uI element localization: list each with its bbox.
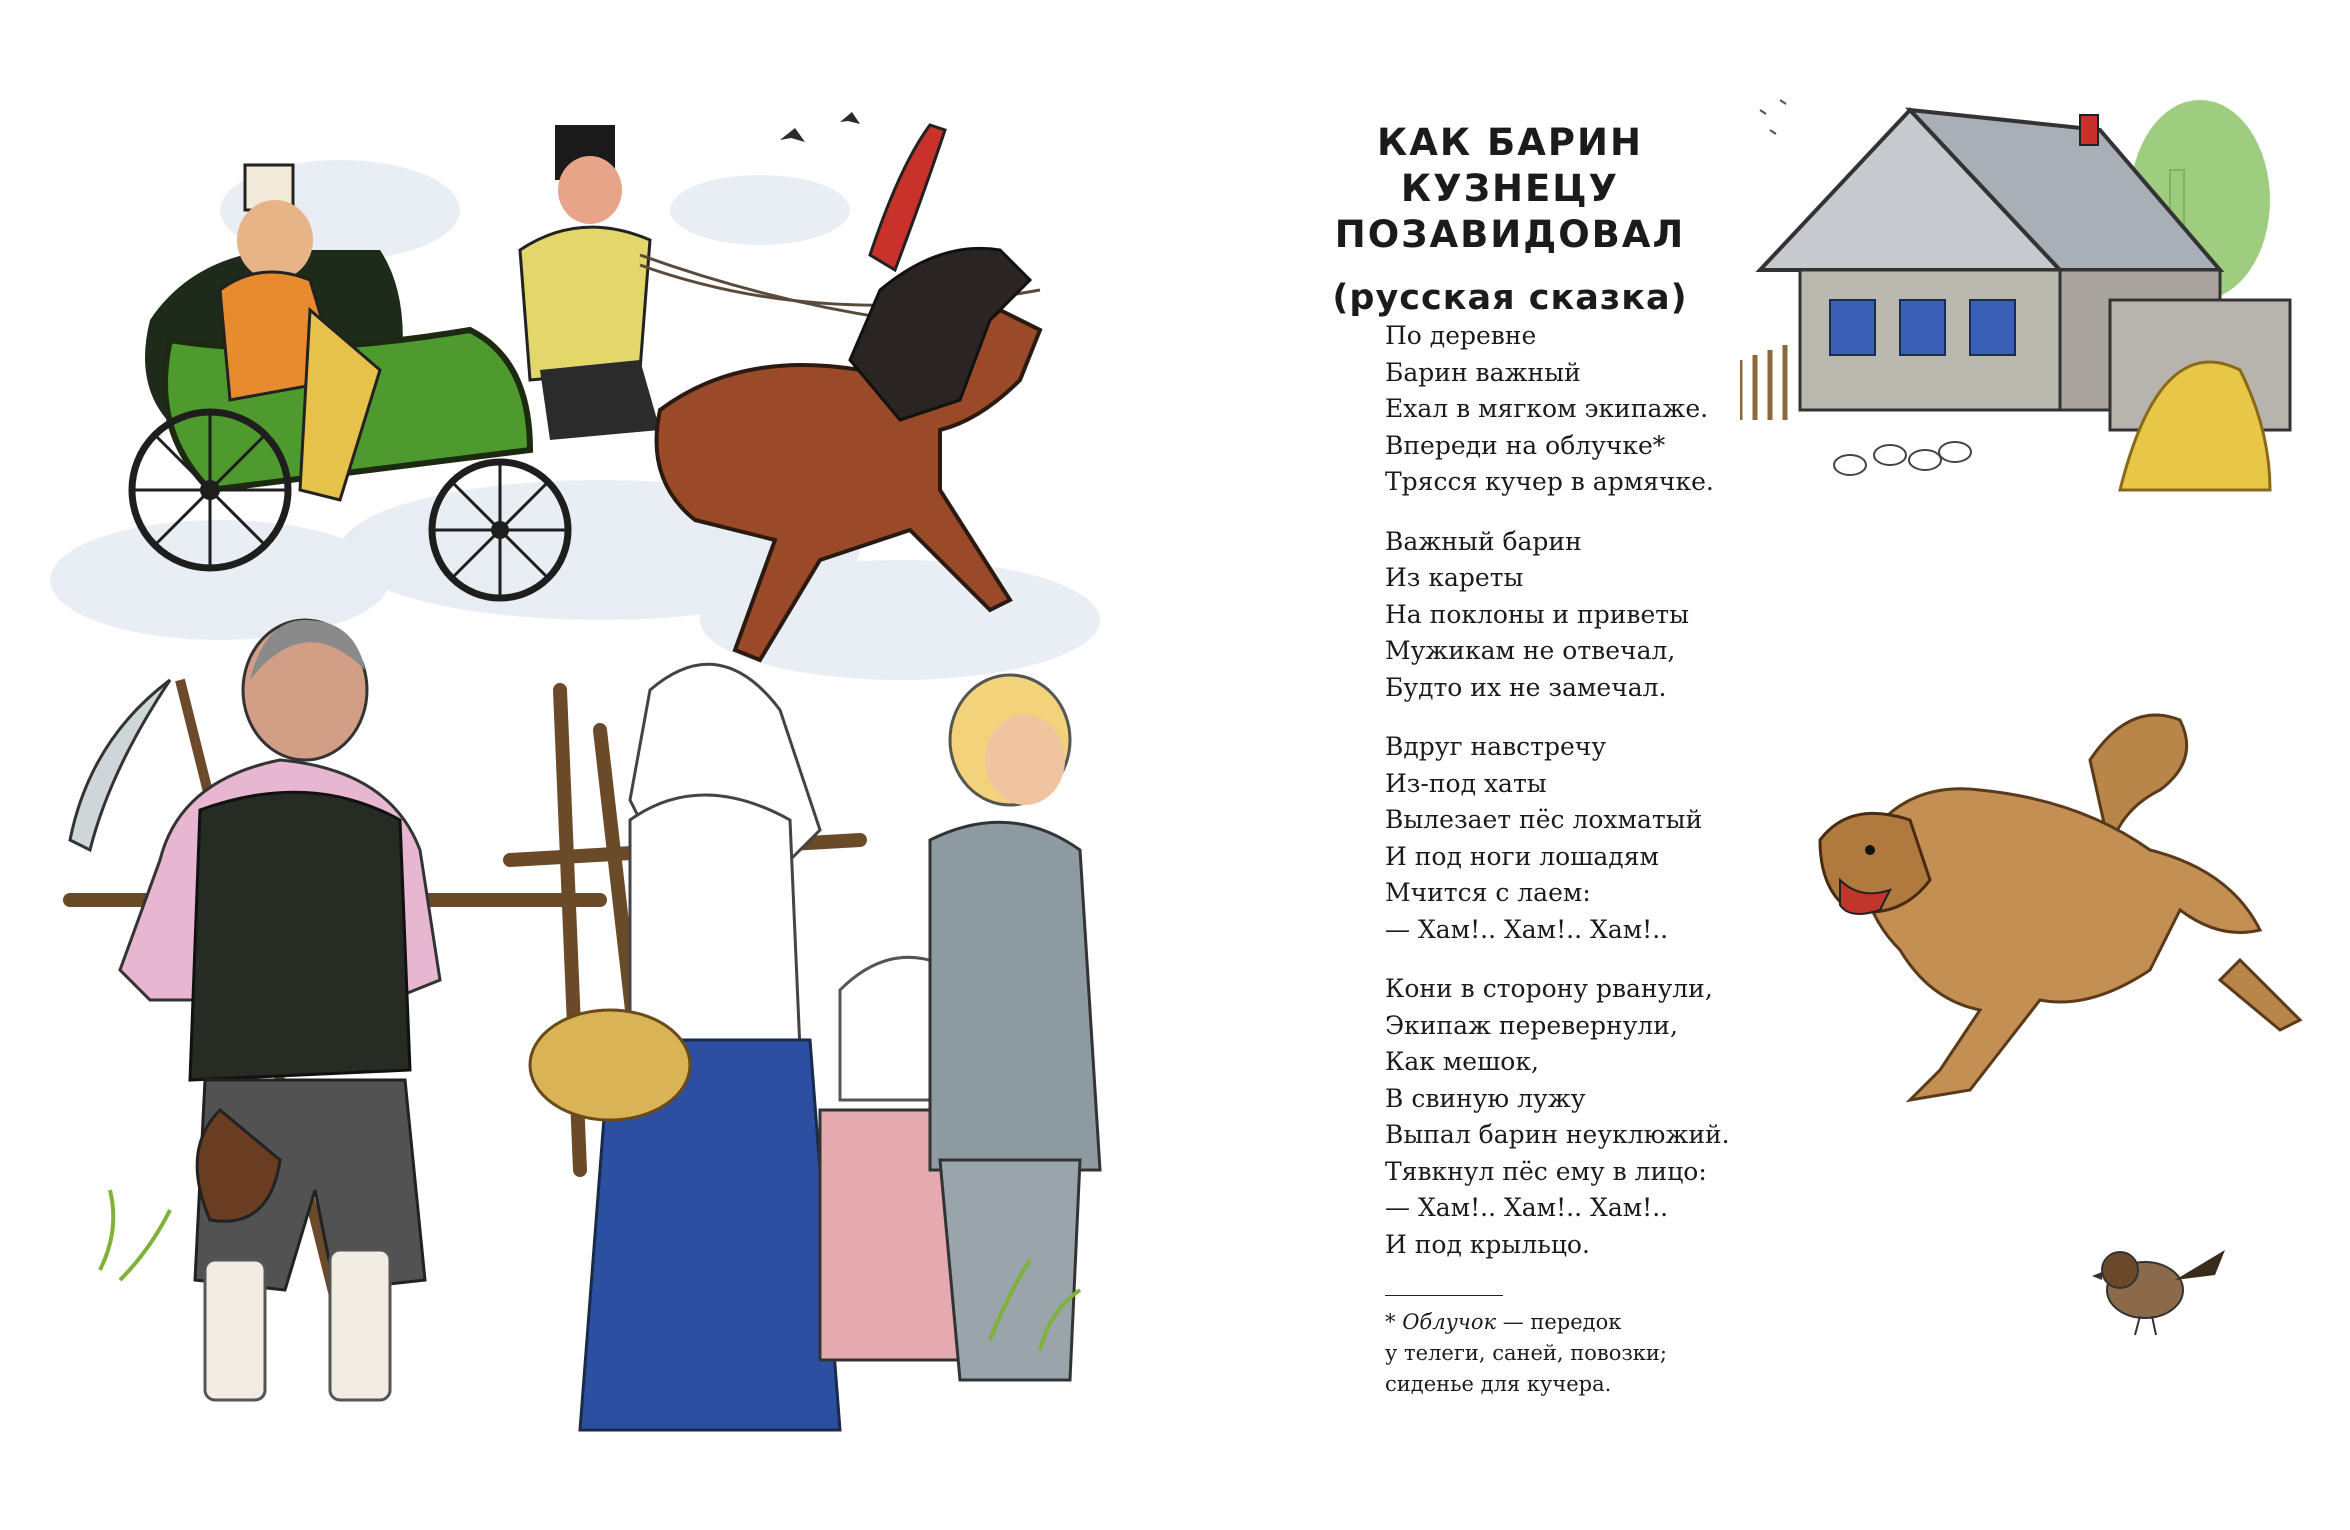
footnote-term: Облучок xyxy=(1402,1310,1497,1334)
woman-figure xyxy=(530,664,840,1430)
poem-line: В свиную лужу xyxy=(1385,1083,1586,1113)
stanza-3 xyxy=(1385,729,1805,948)
poem-line: Ехал в мягком экипаже. xyxy=(1385,394,1709,423)
footnote-line-3: сиденье для кучера. xyxy=(1385,1372,1612,1396)
poem-line: Будто их не замечал. xyxy=(1385,672,1667,702)
poem-text xyxy=(1385,318,1805,1286)
poem-line: Вдруг навстречу xyxy=(1385,732,1607,761)
title-block xyxy=(1280,120,1740,320)
subtitle: (русская сказка) xyxy=(1332,278,1688,318)
poem-line: Как мешок, xyxy=(1385,1047,1539,1076)
poem-line: Мужикам не отвечал, xyxy=(1385,636,1676,665)
poem-line: — Хам!.. Хам!.. Хам!.. xyxy=(1385,1193,1669,1222)
footnote-definition-start: — передок xyxy=(1496,1310,1622,1334)
sparrow-illustration xyxy=(2090,1230,2230,1340)
poem-line: На поклоны и приветы xyxy=(1385,599,1689,629)
poem-line: Экипаж перевернули, xyxy=(1385,1010,1678,1040)
title-line-1: КАК БАРИН xyxy=(1377,121,1643,164)
stanza-1 xyxy=(1385,318,1805,501)
poem-line: Из кареты xyxy=(1385,563,1524,592)
man-figure xyxy=(120,620,440,1400)
poem-line: И под ноги лошадям xyxy=(1385,841,1659,871)
footnote xyxy=(1385,1307,1705,1400)
shaggy-dog-illustration xyxy=(1800,700,2320,1120)
poem-line: Тявкнул пёс ему в лицо: xyxy=(1385,1156,1707,1186)
stanza-2 xyxy=(1385,524,1805,707)
village-house-illustration xyxy=(1740,90,2310,560)
footnote-divider xyxy=(1385,1295,1503,1296)
poem-line: Кони в сторону рванули, xyxy=(1385,974,1713,1003)
footnote-marker: * xyxy=(1385,1310,1403,1334)
poem-line: Из-под хаты xyxy=(1385,768,1547,798)
title-line-2: КУЗНЕЦУ ПОЗАВИДОВАЛ xyxy=(1334,167,1686,256)
poem-line: Выпал барин неуклюжий. xyxy=(1385,1120,1730,1149)
stanza-4 xyxy=(1385,971,1805,1263)
poem-line: Барин важный xyxy=(1385,357,1581,387)
poem-line: По деревне xyxy=(1385,321,1537,350)
carriage-and-villagers-illustration xyxy=(40,80,1170,1480)
poem-line: Трясся кучер в армячке. xyxy=(1385,467,1714,496)
poem-line: Важный барин xyxy=(1385,526,1582,556)
poem-line: — Хам!.. Хам!.. Хам!.. xyxy=(1385,914,1669,944)
poem-line: Мчится с лаем: xyxy=(1385,878,1591,907)
poem-line: Впереди на облучке* xyxy=(1385,430,1666,460)
poem-line: И под крыльцо. xyxy=(1385,1229,1590,1259)
poem-line: Вылезает пёс лохматый xyxy=(1385,805,1703,834)
footnote-line-1 xyxy=(1385,1307,1705,1338)
footnote-line-2: у телеги, саней, повозки; xyxy=(1385,1341,1668,1365)
boy-figure xyxy=(930,675,1100,1380)
